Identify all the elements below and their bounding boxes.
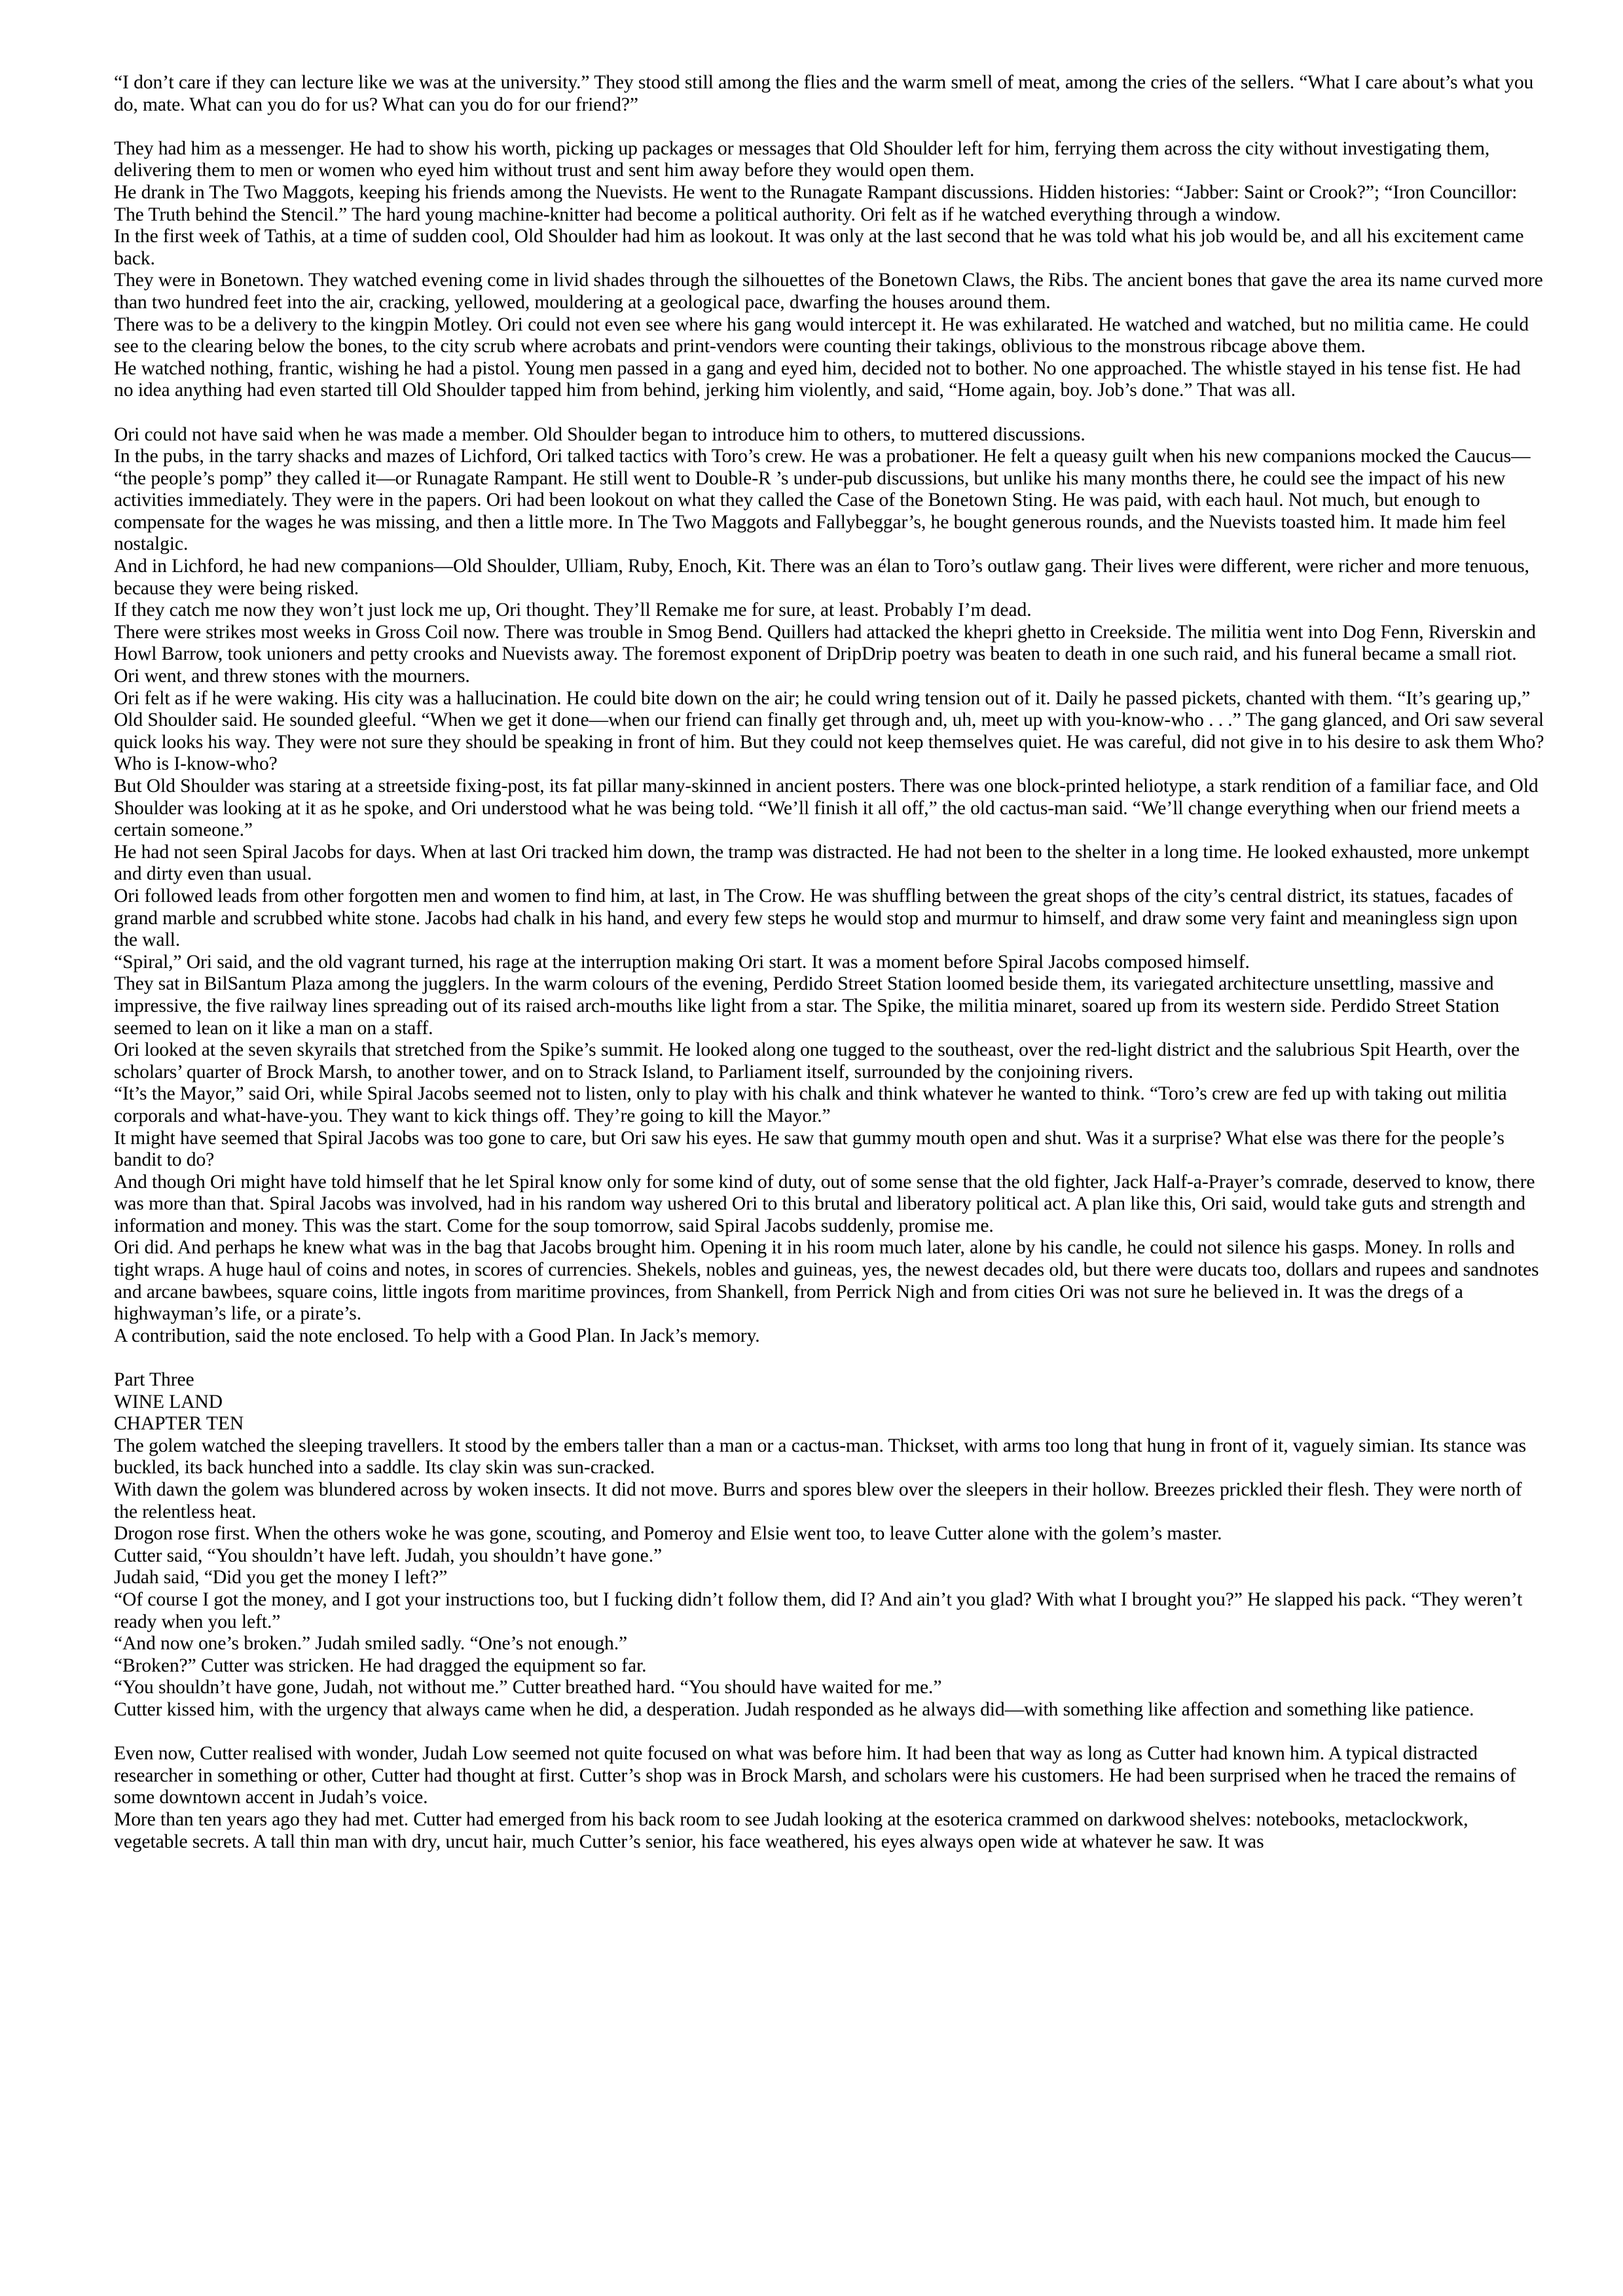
paragraph: Ori looked at the seven skyrails that stretched from the Spike’s summit. He looked along one tugged to the southeast, over the red-light district and the salubrious Spit Hearth, over the scholars’ quarter of Brock Marsh, to another tower, and on to Strack Island, to Parliament itself, surrounded by the conjoining rivers. xyxy=(114,1039,1520,1083)
paragraph: Cutter kissed him, with the urgency that always came when he did, a desperation. Judah responded as he always did—with something like affection and something like patience. xyxy=(114,1698,1474,1720)
paragraph: They were in Bonetown. They watched evening come in livid shades through the silhouettes of the Bonetown Claws, the Ribs. The ancient bones that gave the area its name curved more than two hundred feet into the air, cracking, yellowed, mouldering at a geological pace, dwarfing the houses around them. xyxy=(114,270,1543,313)
paragraph: With dawn the golem was blundered across by woken insects. It did not move. Burrs and spores blew over the sleepers in their hollow. Breezes prickled their flesh. They were north of the relentless heat. xyxy=(114,1479,1522,1522)
paragraph: It might have seemed that Spiral Jacobs was too gone to care, but Ori saw his eyes. He saw that gummy mouth open and shut. Was it a surprise? What else was there for the people’s bandit to do? xyxy=(114,1127,1504,1171)
paragraph: “Of course I got the money, and I got your instructions too, but I fucking didn’t follow them, did I? And ain’t you glad? With what I brought you?” He slapped his pack. “They weren’t ready when you left.” xyxy=(114,1588,1523,1632)
paragraph: Cutter said, “You shouldn’t have left. Judah, you shouldn’t have gone.” xyxy=(114,1545,663,1566)
paragraph: “You shouldn’t have gone, Judah, not without me.” Cutter breathed hard. “You should have waited for me.” xyxy=(114,1677,942,1698)
paragraph: They sat in BilSantum Plaza among the jugglers. In the warm colours of the evening, Perdido Street Station loomed beside them, its variegated architecture unsettling, massive and impressive, the five railway lines spreading out of its raised arch-mouths like light from a star. The Spike, the militia minaret, soared up from its western side. Perdido Street Station seemed to lean on it like a man on a staff. xyxy=(114,973,1500,1039)
paragraph: Even now, Cutter realised with wonder, Judah Low seemed not quite focused on what was before him. It had been that way as long as Cutter had known him. A typical distracted researcher in something or other, Cutter had thought at first. Cutter’s shop was in Brock Marsh, and scholars were his customers. He had been surprised when he traced the remains of some downtown accent in Judah’s voice. xyxy=(114,1743,1516,1808)
paragraph: The golem watched the sleeping travellers. It stood by the embers taller than a man or a cactus-man. Thickset, with arms too long that hung in front of it, vaguely simian. Its stance was buckled, its back hunched into a saddle. Its clay skin was sun-cracked. xyxy=(114,1435,1527,1479)
paragraph: More than ten years ago they had met. Cutter had emerged from his back room to see Judah looking at the esoterica crammed on darkwood shelves: notebooks, metaclockwork, vegetable secrets. A tall thin man with dry, uncut hair, much Cutter’s senior, his face weathered, his eyes always open wide at whatever he saw. It was xyxy=(114,1808,1468,1852)
paragraph: In the pubs, in the tarry shacks and mazes of Lichford, Ori talked tactics with Toro’s crew. He was a probationer. He felt a queasy guilt when his new companions mocked the Caucus— “the people’s pomp” they called it—or Runagate Rampant. He still went to Double-R ’s under-pub discussions, but unlike his many months there, he could see the impact of his new activities immediately. They were in the papers. Ori had been lookout on what they called the Case of the Bonetown Sting. He was paid, with each haul. Not much, but enough to compensate for the wages he was missing, and then a little more. In The Two Maggots and Fallybeggar’s, he bought generous rounds, and the Nuevists toasted him. It made him feel nostalgic. xyxy=(114,446,1531,555)
paragraph: Judah said, “Did you get the money I left?” xyxy=(114,1567,448,1588)
paragraph: He had not seen Spiral Jacobs for days. When at last Ori tracked him down, the tramp was distracted. He had not been to the shelter in a long time. He looked exhausted, more unkempt and dirty even than usual. xyxy=(114,841,1529,885)
paragraph: “Spiral,” Ori said, and the old vagrant turned, his rage at the interruption making Ori start. It was a moment before Spiral Jacobs composed himself. xyxy=(114,951,1250,973)
paragraph: “And now one’s broken.” Judah smiled sadly. “One’s not enough.” xyxy=(114,1633,628,1655)
paragraph: Drogon rose first. When the others woke he was gone, scouting, and Pomeroy and Elsie went too, to leave Cutter alone with the golem’s master. xyxy=(114,1523,1222,1545)
paragraph: WINE LAND xyxy=(114,1391,223,1412)
paragraph: He drank in The Two Maggots, keeping his friends among the Nuevists. He went to the Runagate Rampant discussions. Hidden histories: “Jabber: Saint or Crook?”; “Iron Councillor: The Truth behind the Stencil.” The hard young machine-knitter had become a political authority. Ori felt as if he watched everything through a window. xyxy=(114,181,1518,225)
paragraph: There were strikes most weeks in Gross Coil now. There was trouble in Smog Bend. Quillers had attacked the khepri ghetto in Creekside. The militia went into Dog Fenn, Riverskin and Howl Barrow, took unioners and petty crooks and Nuevists away. The foremost exponent of DripDrip poetry was beaten to death in one such raid, and his funeral became a small riot. Ori went, and threw stones with the mourners. xyxy=(114,621,1536,687)
paragraph: “Broken?” Cutter was stricken. He had dragged the equipment so far. xyxy=(114,1655,647,1676)
paragraph: But Old Shoulder was staring at a streetside fixing-post, its fat pillar many-skinned in ancient posters. There was one block-printed heliotype, a stark rendition of a familiar face, and Old Shoulder was looking at it as he spoke, and Ori understood what he was being told. “We’ll finish it all off,” the old cactus-man said. “We’ll change everything when our friend meets a certain someone.” xyxy=(114,776,1539,841)
paragraph: And in Lichford, he had new companions—Old Shoulder, Ulliam, Ruby, Enoch, Kit. There was an élan to Toro’s outlaw gang. Their lives were different, were richer and more tenuous, because they were being risked. xyxy=(114,556,1529,599)
paragraph: He watched nothing, frantic, wishing he had a pistol. Young men passed in a gang and eyed him, decided not to bother. No one approached. The whistle stayed in his tense fist. He had no idea anything had even started till Old Shoulder tapped him from behind, jerking him violently, and said, “Home again, boy. Job’s done.” That was all. xyxy=(114,357,1521,401)
paragraph: Ori did. And perhaps he knew what was in the bag that Jacobs brought him. Opening it in his room much later, alone by his candle, he could not silence his gasps. Money. In rolls and tight wraps. A huge haul of coins and notes, in scores of currencies. Shekels, nobles and guineas, yes, the newest decades old, but there were ducats too, dollars and rupees and sandnotes and arcane bawbees, square coins, little ingots from maritime provinces, from Shankell, from Perrick Nigh and from cities Ori was not sure he believed in. It was the dregs of a highwayman’s life, or a pirate’s. xyxy=(114,1237,1539,1325)
book-page-text xyxy=(114,72,1544,1853)
paragraph: Part Three xyxy=(114,1369,194,1391)
paragraph: If they catch me now they won’t just lock me up, Ori thought. They’ll Remake me for sure, at least. Probably I’m dead. xyxy=(114,600,1032,621)
paragraph: “It’s the Mayor,” said Ori, while Spiral Jacobs seemed not to listen, only to play with his chalk and think whatever he wanted to think. “Toro’s crew are fed up with taking out militia corporals and what-have-you. They want to kick things off. They’re going to kill the Mayor.” xyxy=(114,1083,1507,1126)
paragraph: Ori followed leads from other forgotten men and women to find him, at last, in The Crow. He was shuffling between the great shops of the city’s central district, its statues, facades of grand marble and scrubbed white stone. Jacobs had chalk in his hand, and every few steps he would stop and murmur to himself, and draw some very faint and meaningless sign upon the wall. xyxy=(114,885,1518,951)
paragraph: And though Ori might have told himself that he let Spiral know only for some kind of duty, out of some sense that the old fighter, Jack Half-a-Prayer’s comrade, deserved to know, there was more than that. Spiral Jacobs was involved, had in his random way ushered Ori to this brutal and liberatory political act. A plan like this, Ori said, would take guts and strength and information and money. This was the start. Come for the soup tomorrow, said Spiral Jacobs suddenly, promise me. xyxy=(114,1171,1535,1236)
paragraph: They had him as a messenger. He had to show his worth, picking up packages or messages that Old Shoulder left for him, ferrying them across the city without investigating them, delivering them to men or women who eyed him without trust and sent him away before they would open them. xyxy=(114,137,1490,181)
paragraph: In the first week of Tathis, at a time of sudden cool, Old Shoulder had him as lookout. It was only at the last second that he was told what his job would be, and all his excitement came back. xyxy=(114,226,1524,269)
paragraph: “I don’t care if they can lecture like we was at the university.” They stood still among the flies and the warm smell of meat, among the cries of the sellers. “What I care about’s what you do, mate. What can you do for us? What can you do for our friend?” xyxy=(114,72,1534,115)
paragraph: Ori could not have said when he was made a member. Old Shoulder began to introduce him to others, to muttered discussions. xyxy=(114,423,1085,445)
paragraph: There was to be a delivery to the kingpin Motley. Ori could not even see where his gang would intercept it. He was exhilarated. He watched and watched, but no militia came. He could see to the clearing below the bones, to the city scrub where acrobats and print-vendors were counting their takings, oblivious to the monstrous ribcage above them. xyxy=(114,314,1529,357)
paragraph: A contribution, said the note enclosed. To help with a Good Plan. In Jack’s memory. xyxy=(114,1325,760,1346)
paragraph: CHAPTER TEN xyxy=(114,1413,244,1435)
paragraph: Ori felt as if he were waking. His city was a hallucination. He could bite down on the air; he could wring tension out of it. Daily he passed pickets, chanted with them. “It’s gearing up,” Old Shoulder said. He sounded gleeful. “When we get it done—when our friend can finally get through and, uh, meet up with you-know-who . . .” The gang glanced, and Ori saw several quick looks his way. They were not sure they should be speaking in front of him. But they could not keep themselves quiet. He was careful, did not give in to his desire to ask them Who? Who is I-know-who? xyxy=(114,687,1544,775)
